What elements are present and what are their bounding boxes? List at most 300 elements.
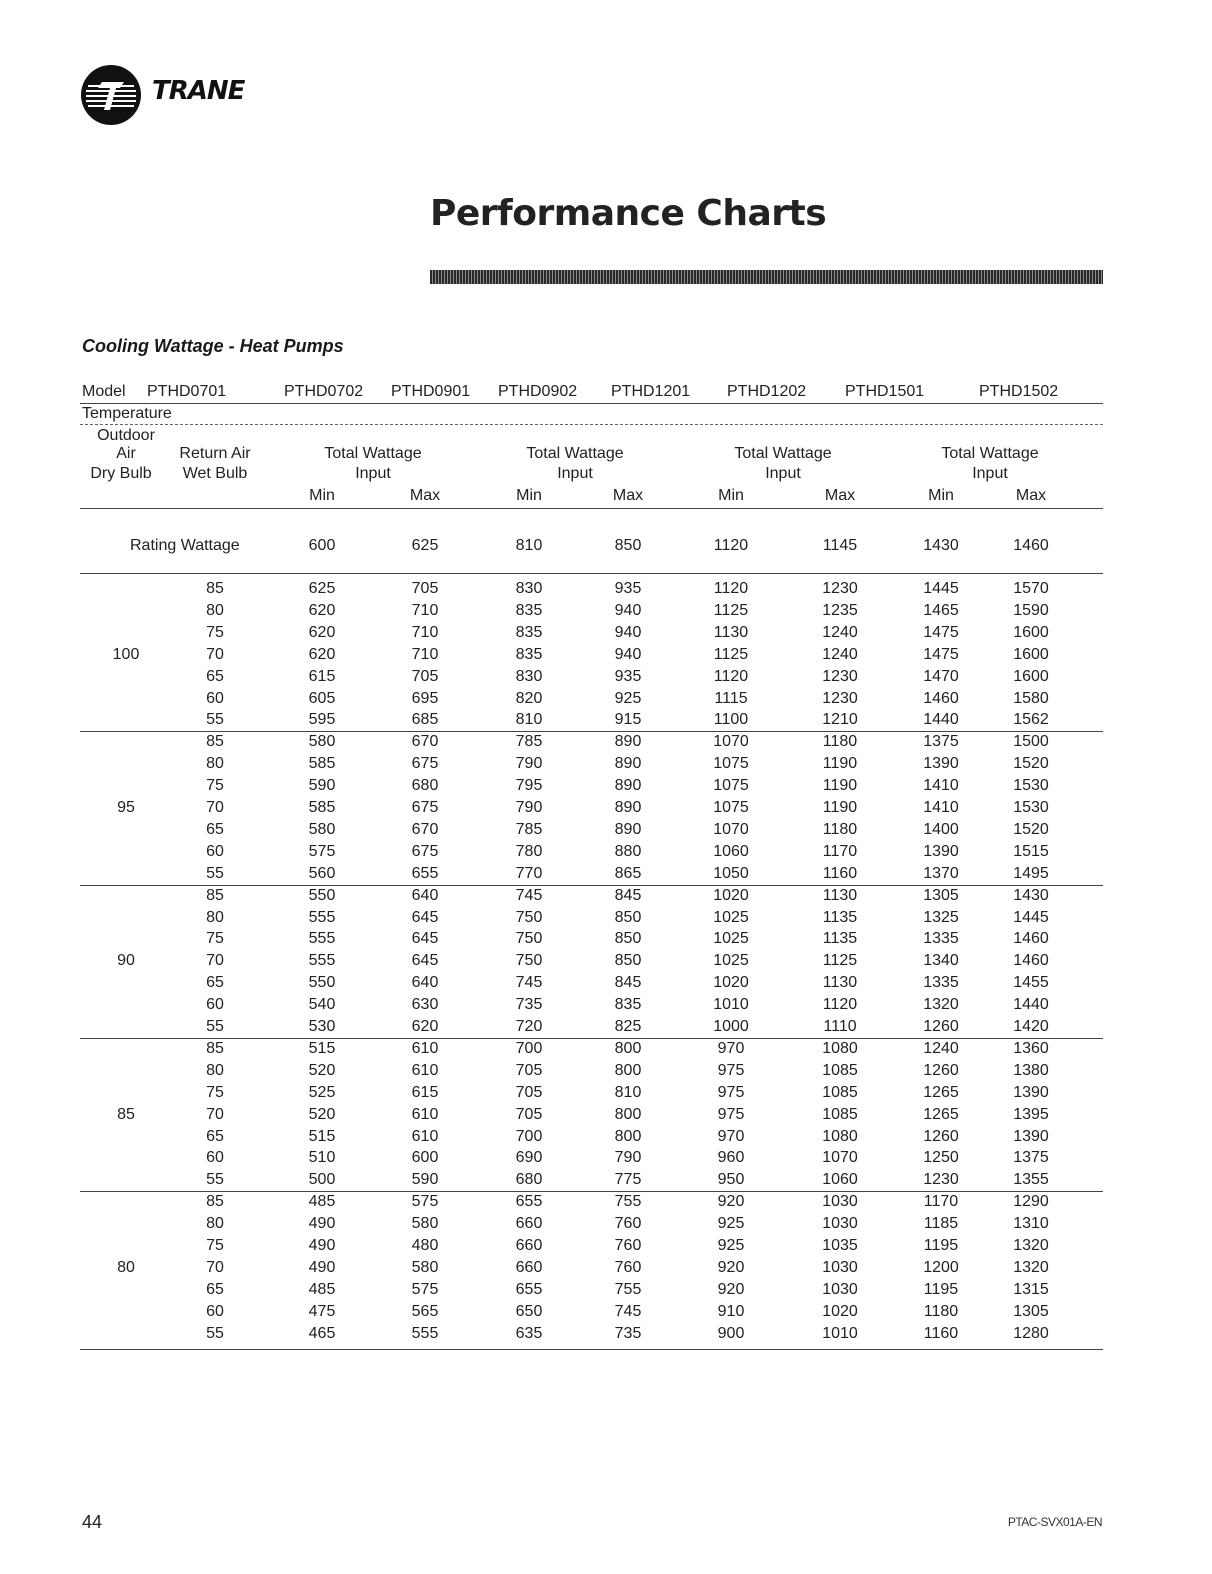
wet-bulb-value: 70 [206, 1258, 224, 1276]
wattage-cell: 785 [515, 733, 543, 751]
wattage-cell: 1030 [822, 1280, 858, 1298]
wattage-cell: 610 [411, 1039, 439, 1057]
wattage-cell: 1380 [1013, 1061, 1049, 1079]
wattage-cell: 490 [308, 1215, 336, 1233]
wattage-cell: 975 [717, 1083, 745, 1101]
wattage-cell: 820 [515, 689, 543, 707]
wattage-cell: 1035 [822, 1237, 858, 1254]
wattage-cell: 975 [717, 1061, 745, 1079]
wattage-cell: 1240 [923, 1039, 959, 1057]
wet-bulb-value: 80 [206, 755, 224, 773]
wattage-cell: 565 [411, 1302, 439, 1320]
wattage-cell: 1305 [1013, 1302, 1049, 1320]
wattage-cell: 1600 [1013, 667, 1049, 685]
wattage-cell: 480 [411, 1237, 439, 1254]
wattage-cell: 1080 [822, 1039, 858, 1057]
min-label: Min [928, 487, 954, 504]
wattage-cell: 790 [614, 1149, 642, 1167]
wattage-cell: 1460 [1013, 952, 1049, 970]
wattage-cell: 1370 [923, 864, 959, 882]
rating-rule [80, 573, 1103, 574]
wattage-cell: 1600 [1013, 645, 1049, 663]
rating-value: 810 [515, 537, 543, 554]
wattage-cell: 845 [614, 974, 642, 992]
wattage-cell: 580 [308, 820, 336, 838]
wattage-cell: 520 [308, 1105, 336, 1123]
total-wattage-label: Total Wattage [526, 445, 624, 462]
wattage-cell: 1070 [713, 820, 749, 838]
table-bottom-rule [80, 1349, 1103, 1350]
wattage-cell: 500 [308, 1171, 336, 1189]
page-title: Performance Charts [430, 193, 827, 234]
wattage-cell: 890 [614, 755, 642, 773]
wattage-cell: 935 [614, 667, 642, 685]
wattage-cell: 590 [308, 777, 336, 795]
wattage-cell: 1590 [1013, 601, 1049, 619]
min-label: Min [718, 487, 744, 504]
wattage-cell: 1125 [822, 952, 858, 970]
wattage-cell: 580 [308, 733, 336, 751]
wattage-cell: 1020 [713, 974, 749, 992]
wet-bulb-value: 65 [206, 1127, 224, 1145]
max-label: Max [612, 487, 644, 504]
outdoor-temp: 100 [112, 645, 140, 663]
wattage-cell: 550 [308, 974, 336, 992]
wattage-cell: 800 [614, 1105, 642, 1123]
header-bottom-rule [80, 508, 1103, 509]
wattage-cell: 1475 [923, 645, 959, 663]
wattage-cell: 835 [515, 623, 543, 641]
wattage-cell: 795 [515, 777, 543, 795]
wattage-cell: 705 [411, 580, 439, 597]
wattage-cell: 735 [515, 996, 543, 1014]
header-rule [80, 403, 1103, 404]
outdoor-temp: 90 [117, 952, 135, 970]
wattage-cell: 1375 [1013, 1149, 1049, 1167]
wattage-cell: 1120 [713, 580, 749, 597]
group-rule [80, 731, 1103, 732]
wattage-cell: 785 [515, 820, 543, 838]
wattage-cell: 660 [515, 1237, 543, 1254]
wet-bulb-value: 55 [206, 1018, 224, 1035]
wattage-cell: 1030 [822, 1193, 858, 1211]
wattage-cell: 1495 [1013, 864, 1049, 882]
wattage-cell: 1025 [713, 952, 749, 970]
wet-bulb-value: 60 [206, 689, 224, 707]
model-header: PTHD1502 [979, 383, 1059, 400]
wattage-cell: 1265 [923, 1083, 959, 1101]
wattage-cell: 1335 [923, 974, 959, 992]
wattage-cell: 1060 [822, 1171, 858, 1189]
wattage-cell: 705 [515, 1083, 543, 1101]
wattage-cell: 890 [614, 799, 642, 816]
wattage-cell: 1600 [1013, 623, 1049, 641]
wattage-cell: 1465 [923, 601, 959, 619]
wattage-cell: 1515 [1013, 842, 1049, 860]
wet-bulb-value: 70 [206, 1105, 224, 1123]
wet-bulb-value: 75 [206, 623, 224, 641]
wattage-cell: 745 [515, 974, 543, 992]
wattage-cell: 650 [515, 1302, 543, 1320]
wattage-cell: 645 [411, 952, 439, 970]
wet-bulb-value: 65 [206, 667, 224, 685]
wattage-cell: 940 [614, 601, 642, 619]
input-label: Input [557, 465, 593, 482]
rating-value: 1145 [822, 537, 858, 554]
wattage-cell: 655 [515, 1193, 543, 1211]
wattage-cell: 1170 [923, 1193, 959, 1211]
rating-value: 1120 [713, 537, 749, 554]
rating-value: 1460 [1013, 537, 1049, 554]
wattage-cell: 670 [411, 733, 439, 751]
wattage-cell: 1520 [1013, 755, 1049, 773]
wet-bulb-value: 75 [206, 777, 224, 795]
wattage-cell: 1315 [1013, 1280, 1049, 1298]
wattage-cell: 1200 [923, 1258, 959, 1276]
wattage-cell: 630 [411, 996, 439, 1014]
wattage-cell: 515 [308, 1039, 336, 1057]
model-label: Model [82, 383, 126, 400]
return-air-label: Wet Bulb [182, 465, 248, 482]
wattage-cell: 685 [411, 711, 439, 729]
wattage-cell: 585 [308, 755, 336, 773]
wattage-cell: 1410 [923, 777, 959, 795]
outdoor-air-label: Dry Bulb [90, 465, 152, 482]
wattage-cell: 1235 [822, 601, 858, 619]
wattage-cell: 1290 [1013, 1193, 1049, 1211]
group-rule [80, 1038, 1103, 1039]
input-label: Input [972, 465, 1008, 482]
wattage-cell: 690 [515, 1149, 543, 1167]
wattage-cell: 925 [717, 1237, 745, 1254]
page-number: 44 [82, 1512, 103, 1532]
total-wattage-label: Total Wattage [324, 445, 422, 462]
wattage-cell: 1120 [822, 996, 858, 1014]
max-label: Max [824, 487, 856, 504]
wattage-cell: 1320 [1013, 1258, 1049, 1276]
wattage-cell: 925 [717, 1215, 745, 1233]
wattage-cell: 1260 [923, 1018, 959, 1035]
wattage-cell: 1025 [713, 930, 749, 948]
wattage-cell: 600 [411, 1149, 439, 1167]
wattage-cell: 775 [614, 1171, 642, 1189]
wattage-cell: 640 [411, 974, 439, 992]
wattage-cell: 575 [411, 1280, 439, 1298]
wattage-cell: 705 [515, 1061, 543, 1079]
wattage-cell: 1075 [713, 755, 749, 773]
wattage-cell: 940 [614, 623, 642, 641]
wattage-cell: 920 [717, 1258, 745, 1276]
wattage-cell: 625 [308, 580, 336, 597]
wattage-cell: 620 [308, 623, 336, 641]
wattage-cell: 1030 [822, 1258, 858, 1276]
wet-bulb-value: 75 [206, 1237, 224, 1254]
wattage-cell: 640 [411, 886, 439, 904]
max-label: Max [1015, 487, 1047, 504]
wattage-cell: 615 [308, 667, 336, 685]
rating-value: 625 [411, 537, 439, 554]
wattage-cell: 1470 [923, 667, 959, 685]
wattage-cell: 1085 [822, 1105, 858, 1123]
wattage-cell: 645 [411, 930, 439, 948]
outdoor-temp: 80 [117, 1258, 135, 1276]
wattage-cell: 1130 [822, 974, 858, 992]
wattage-cell: 845 [614, 886, 642, 904]
wattage-cell: 835 [515, 601, 543, 619]
wattage-cell: 835 [515, 645, 543, 663]
wattage-cell: 1075 [713, 799, 749, 816]
wattage-cell: 1355 [1013, 1171, 1049, 1189]
outdoor-air-label: Outdoor [97, 427, 155, 444]
trane-logo [80, 64, 290, 126]
wattage-cell: 1110 [823, 1018, 857, 1035]
wattage-cell: 790 [515, 755, 543, 773]
model-header: PTHD0902 [498, 383, 578, 400]
wattage-cell: 1060 [713, 842, 749, 860]
wet-bulb-value: 85 [206, 1193, 224, 1211]
wet-bulb-value: 80 [206, 908, 224, 926]
wattage-cell: 1020 [822, 1302, 858, 1320]
wattage-cell: 790 [515, 799, 543, 816]
wattage-cell: 675 [411, 842, 439, 860]
wattage-cell: 1120 [713, 667, 749, 685]
wet-bulb-value: 85 [206, 580, 224, 597]
wattage-cell: 1135 [822, 930, 858, 948]
model-header: PTHD1202 [727, 383, 807, 400]
wattage-cell: 750 [515, 952, 543, 970]
wattage-cell: 940 [614, 645, 642, 663]
group-rule [80, 1191, 1103, 1192]
wattage-cell: 750 [515, 930, 543, 948]
wattage-cell: 1010 [822, 1324, 858, 1342]
wattage-cell: 675 [411, 799, 439, 816]
wet-bulb-value: 75 [206, 1083, 224, 1101]
wattage-cell: 755 [614, 1193, 642, 1211]
wattage-cell: 710 [411, 645, 439, 663]
wattage-cell: 1100 [713, 711, 749, 729]
wet-bulb-value: 70 [206, 645, 224, 663]
wattage-cell: 1195 [923, 1237, 959, 1254]
wattage-cell: 1085 [822, 1061, 858, 1079]
wattage-cell: 1260 [923, 1061, 959, 1079]
rating-label: Rating Wattage [130, 537, 240, 554]
wattage-cell: 1460 [923, 689, 959, 707]
wet-bulb-value: 85 [206, 733, 224, 751]
wattage-cell: 510 [308, 1149, 336, 1167]
wattage-cell: 1075 [713, 777, 749, 795]
wattage-cell: 1500 [1013, 733, 1049, 751]
wattage-cell: 515 [308, 1127, 336, 1145]
wet-bulb-value: 65 [206, 820, 224, 838]
wattage-cell: 1360 [1013, 1039, 1049, 1057]
wattage-cell: 615 [411, 1083, 439, 1101]
wattage-cell: 1520 [1013, 820, 1049, 838]
input-label: Input [355, 465, 391, 482]
wattage-cell: 890 [614, 820, 642, 838]
wattage-cell: 910 [717, 1302, 745, 1320]
return-air-label: Return Air [179, 445, 251, 462]
wattage-cell: 850 [614, 952, 642, 970]
wattage-cell: 610 [411, 1061, 439, 1079]
wattage-cell: 465 [308, 1324, 336, 1342]
document-code: PTAC-SVX01A-EN [1007, 1515, 1102, 1529]
model-header: PTHD1201 [611, 383, 691, 400]
wattage-cell: 1010 [713, 996, 749, 1014]
wattage-cell: 670 [411, 820, 439, 838]
wattage-cell: 760 [614, 1237, 642, 1254]
wattage-cell: 710 [411, 623, 439, 641]
wattage-cell: 830 [515, 580, 543, 597]
wattage-cell: 590 [411, 1171, 439, 1189]
wattage-cell: 1395 [1013, 1105, 1049, 1123]
wattage-cell: 975 [717, 1105, 745, 1123]
wattage-cell: 620 [308, 645, 336, 663]
wattage-cell: 935 [614, 580, 642, 597]
wattage-cell: 1125 [713, 601, 749, 619]
wattage-cell: 705 [411, 667, 439, 685]
wattage-cell: 610 [411, 1105, 439, 1123]
wet-bulb-value: 60 [206, 842, 224, 860]
min-label: Min [309, 487, 335, 504]
wattage-cell: 920 [717, 1193, 745, 1211]
wet-bulb-value: 60 [206, 996, 224, 1014]
wattage-cell: 760 [614, 1258, 642, 1276]
wattage-cell: 830 [515, 667, 543, 685]
wattage-cell: 1000 [713, 1018, 749, 1035]
wet-bulb-value: 80 [206, 1215, 224, 1233]
wattage-cell: 675 [411, 755, 439, 773]
outdoor-temp: 85 [117, 1105, 135, 1123]
wattage-cell: 1025 [713, 908, 749, 926]
wattage-cell: 850 [614, 930, 642, 948]
wattage-cell: 655 [515, 1280, 543, 1298]
wattage-cell: 610 [411, 1127, 439, 1145]
wattage-cell: 605 [308, 689, 336, 707]
wattage-cell: 735 [614, 1324, 642, 1342]
wattage-cell: 1070 [822, 1149, 858, 1167]
wattage-cell: 750 [515, 908, 543, 926]
wattage-cell: 560 [308, 864, 336, 882]
wattage-cell: 1185 [923, 1215, 959, 1233]
wattage-cell: 555 [308, 952, 336, 970]
wattage-cell: 1160 [822, 864, 858, 882]
title-divider-bar [430, 270, 1103, 284]
wattage-cell: 1420 [1013, 1018, 1049, 1035]
wattage-cell: 1190 [822, 755, 858, 773]
rating-value: 850 [614, 537, 642, 554]
wattage-cell: 1180 [923, 1302, 959, 1320]
wattage-cell: 1240 [822, 645, 858, 663]
wattage-cell: 755 [614, 1280, 642, 1298]
wattage-cell: 850 [614, 908, 642, 926]
wattage-cell: 810 [515, 711, 543, 729]
wattage-cell: 555 [308, 908, 336, 926]
wattage-cell: 865 [614, 864, 642, 882]
wattage-cell: 920 [717, 1280, 745, 1298]
wattage-cell: 1030 [822, 1215, 858, 1233]
wattage-cell: 700 [515, 1127, 543, 1145]
wattage-cell: 1190 [822, 799, 858, 816]
wattage-cell: 580 [411, 1258, 439, 1276]
wattage-cell: 1530 [1013, 799, 1049, 816]
wattage-cell: 1050 [713, 864, 749, 882]
section-title: Cooling Wattage - Heat Pumps [82, 336, 344, 356]
wattage-cell: 800 [614, 1039, 642, 1057]
wattage-cell: 1440 [923, 711, 959, 729]
wattage-cell: 970 [717, 1039, 745, 1057]
wattage-cell: 705 [515, 1105, 543, 1123]
wattage-cell: 1400 [923, 820, 959, 838]
wet-bulb-value: 65 [206, 1280, 224, 1298]
wattage-cell: 645 [411, 908, 439, 926]
outdoor-air-label: Air [116, 445, 136, 462]
wattage-cell: 770 [515, 864, 543, 882]
wattage-cell: 1250 [923, 1149, 959, 1167]
wattage-cell: 1475 [923, 623, 959, 641]
wattage-cell: 780 [515, 842, 543, 860]
wattage-cell: 745 [614, 1302, 642, 1320]
wattage-cell: 1070 [713, 733, 749, 751]
wattage-cell: 1135 [822, 908, 858, 926]
model-header: PTHD0901 [391, 383, 471, 400]
wattage-cell: 555 [308, 930, 336, 948]
wattage-cell: 575 [308, 842, 336, 860]
wet-bulb-value: 85 [206, 1039, 224, 1057]
wattage-cell: 970 [717, 1127, 745, 1145]
wattage-cell: 700 [515, 1039, 543, 1057]
wattage-cell: 620 [308, 601, 336, 619]
wet-bulb-value: 70 [206, 952, 224, 970]
wattage-cell: 1280 [1013, 1324, 1049, 1342]
wattage-cell: 1320 [923, 996, 959, 1014]
wattage-cell: 1085 [822, 1083, 858, 1101]
wattage-cell: 585 [308, 799, 336, 816]
wet-bulb-value: 55 [206, 864, 224, 882]
wet-bulb-value: 85 [206, 886, 224, 904]
wattage-cell: 835 [614, 996, 642, 1014]
wattage-cell: 1430 [1013, 886, 1049, 904]
wattage-cell: 1390 [1013, 1127, 1049, 1145]
wattage-cell: 960 [717, 1149, 745, 1167]
wattage-cell: 1390 [923, 755, 959, 773]
temperature-label: Temperature [82, 405, 172, 422]
wattage-cell: 720 [515, 1018, 543, 1035]
wattage-cell: 695 [411, 689, 439, 707]
wattage-cell: 890 [614, 777, 642, 795]
wattage-cell: 1580 [1013, 689, 1049, 707]
wattage-cell: 1260 [923, 1127, 959, 1145]
total-wattage-label: Total Wattage [734, 445, 832, 462]
wattage-cell: 1320 [1013, 1237, 1049, 1254]
wattage-cell: 660 [515, 1215, 543, 1233]
wattage-cell: 890 [614, 733, 642, 751]
wet-bulb-value: 80 [206, 1061, 224, 1079]
wattage-cell: 655 [411, 864, 439, 882]
wattage-cell: 1460 [1013, 930, 1049, 948]
wattage-cell: 1390 [923, 842, 959, 860]
wattage-cell: 800 [614, 1127, 642, 1145]
wattage-cell: 810 [614, 1083, 642, 1101]
wattage-cell: 915 [614, 711, 642, 729]
wattage-cell: 680 [411, 777, 439, 795]
trane-globe-icon [80, 64, 142, 126]
wattage-cell: 490 [308, 1237, 336, 1254]
wet-bulb-value: 60 [206, 1302, 224, 1320]
wattage-cell: 1562 [1013, 711, 1049, 729]
wattage-cell: 1325 [923, 908, 959, 926]
wattage-cell: 1130 [822, 886, 858, 904]
wattage-cell: 680 [515, 1171, 543, 1189]
